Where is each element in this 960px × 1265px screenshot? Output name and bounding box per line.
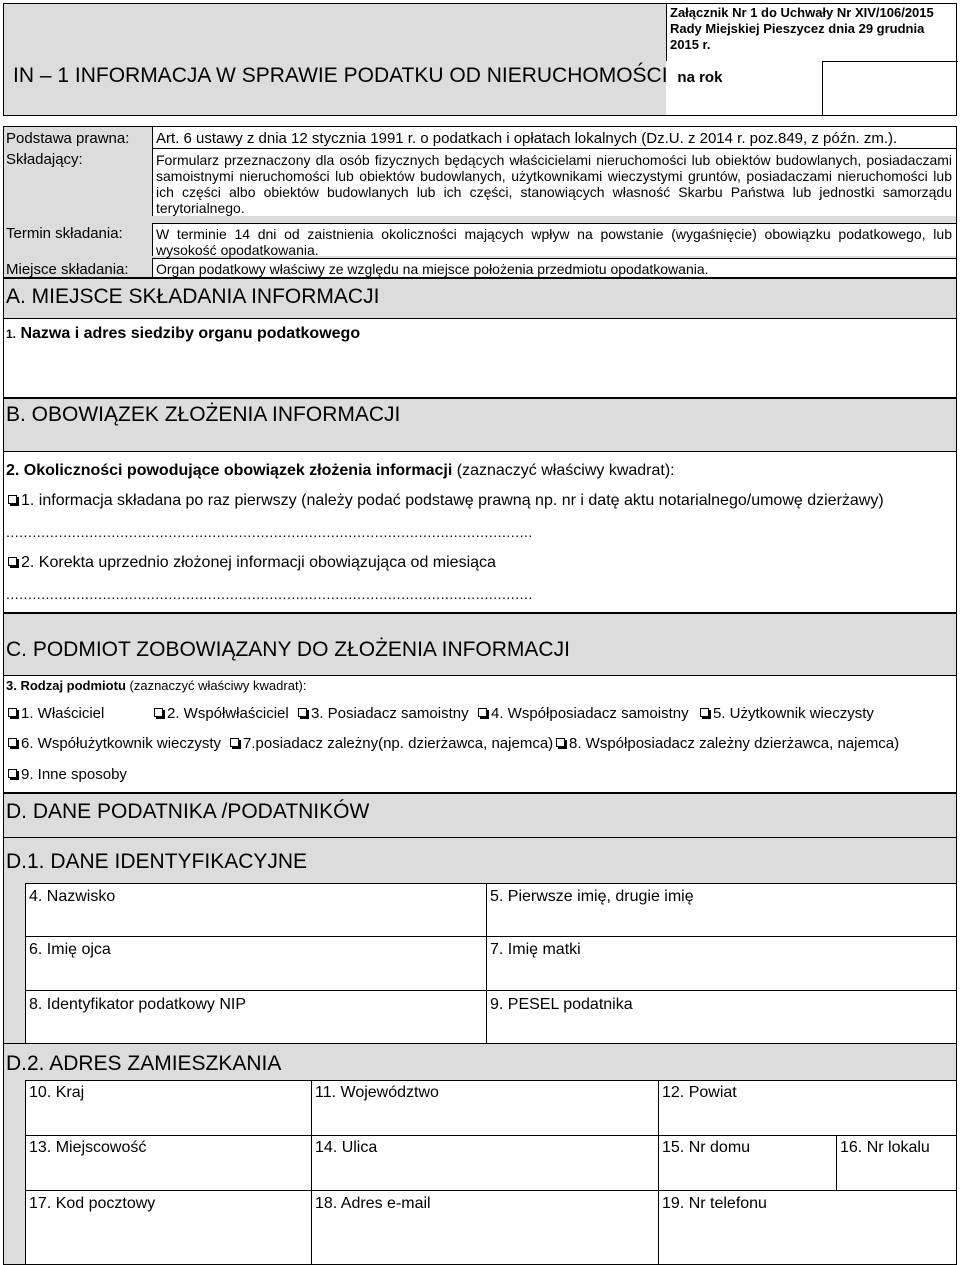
- d1-col-divider: [486, 883, 487, 1043]
- checkbox-icon[interactable]: [154, 708, 163, 717]
- filer-label: Składający:: [6, 151, 83, 168]
- opt-dependent-holder[interactable]: 7.posiadacz zależny(np. dzierżawca, najemca): [230, 735, 553, 752]
- dots-line-2: ........................................................................................................................: [6, 586, 533, 602]
- field-15-house-number[interactable]: 15. Nr domu: [662, 1139, 751, 1156]
- field-4-surname[interactable]: 4. Nazwisko: [29, 888, 116, 905]
- place-label: Miejsce składania:: [6, 261, 129, 278]
- checkbox-icon[interactable]: [230, 738, 239, 747]
- opt-independent-holder[interactable]: 3. Posiadacz samoistny: [298, 705, 469, 722]
- field-6-father-name[interactable]: 6. Imię ojca: [29, 941, 111, 958]
- field-18-email[interactable]: 18. Adres e-mail: [315, 1195, 431, 1212]
- field-12-county[interactable]: 12. Powiat: [662, 1084, 737, 1101]
- field-5-first-names[interactable]: 5. Pierwsze imię, drugie imię: [490, 888, 694, 905]
- section-a-title: A. MIEJSCE SKŁADANIA INFORMACJI: [6, 285, 380, 308]
- annex-line-3: 2015 r.: [670, 37, 711, 52]
- checkbox-icon[interactable]: [8, 769, 17, 778]
- opt-other[interactable]: 9. Inne sposoby: [8, 766, 127, 783]
- field-10-country[interactable]: 10. Kraj: [29, 1084, 85, 1101]
- checkbox-icon[interactable]: [8, 495, 17, 504]
- field-13-city[interactable]: 13. Miejscowość: [29, 1139, 147, 1156]
- deadline-label: Termin składania:: [6, 225, 123, 242]
- opt-co-dependent-holder[interactable]: 8. Współposiadacz zależny dzierżawca, najemca): [556, 735, 899, 752]
- field-11-voivodeship[interactable]: 11. Województwo: [315, 1084, 439, 1101]
- field-1-label: 1. Nazwa i adres siedziby organu podatkowego: [6, 325, 361, 342]
- section-d-divider: [4, 837, 956, 838]
- d2-col-divider-2: [658, 1080, 659, 1264]
- d2-row-divider-1: [25, 1135, 956, 1136]
- d2-col-divider-3: [836, 1135, 837, 1190]
- field-14-street[interactable]: 14. Ulica: [315, 1139, 378, 1156]
- question-2: 2. Okoliczności powodujące obowiązek złożenia informacji (zaznaczyć właściwy kwadrat):: [6, 462, 675, 479]
- basis-label: Podstawa prawna:: [6, 130, 130, 147]
- opt-co-independent-holder[interactable]: 4. Współposiadacz samoistny: [478, 705, 689, 722]
- header-title-area: [4, 4, 666, 115]
- year-box-left: [822, 61, 823, 116]
- annex-line-2: Rady Miejskiej Pieszycez dnia 29 grudnia: [670, 21, 925, 36]
- question-3: 3. Rodzaj podmiotu (zaznaczyć właściwy kwadrat):: [6, 678, 307, 693]
- field-16-apartment-number[interactable]: 16. Nr lokalu: [840, 1139, 930, 1156]
- checkbox-icon[interactable]: [8, 557, 17, 566]
- field-8-nip[interactable]: 8. Identyfikator podatkowy NIP: [29, 996, 246, 1013]
- checkbox-icon[interactable]: [8, 708, 17, 717]
- place-text: Organ podatkowy właściwy ze względu na miejsce położenia przedmiotu opodatkowania.: [156, 261, 709, 277]
- opt-coowner[interactable]: 2. Współwłaściciel: [154, 705, 289, 722]
- filer-text: Formularz przeznaczony dla osób fizycznych będących właścicielami nieruchomości lub obiektów budowlanych, posiadaczami samoistnymi nieruchomości lub obiektów budowlanych, użytkownikami wieczystymi gruntów, posiadaczami nieruchomości lub ich części albo obiektów budowlanych lub ich części, stanowiących własność Skarbu Państwa lub jednostki samorządu terytorialnego.: [156, 152, 952, 216]
- form-title: IN – 1 INFORMACJA W SPRAWIE PODATKU OD NIERUCHOMOŚCI na rok: [13, 64, 723, 87]
- d2-col-divider-1: [311, 1080, 312, 1264]
- checkbox-icon[interactable]: [298, 708, 307, 717]
- option-first-filing[interactable]: 1. informacja składana po raz pierwszy (należy podać podstawę prawną np. nr i datę aktu notarialnego/umowę dzierżawy): [8, 492, 884, 510]
- dots-line-1: ........................................................................................................................: [6, 524, 533, 540]
- checkbox-icon[interactable]: [556, 738, 565, 747]
- d1-row-divider-2: [25, 990, 956, 991]
- d1-grid: [25, 883, 956, 1043]
- section-b-title: B. OBOWIĄZEK ZŁOŻENIA INFORMACJI: [6, 403, 401, 426]
- checkbox-icon[interactable]: [8, 738, 17, 747]
- section-d1-title: D.1. DANE IDENTYFIKACYJNE: [6, 850, 308, 873]
- d1-row-divider-1: [25, 936, 956, 937]
- d2-grid: [25, 1080, 956, 1264]
- option-correction[interactable]: 2. Korekta uprzednio złożonej informacji obowiązująca od miesiąca: [8, 554, 496, 572]
- d2-row-divider-2: [25, 1190, 956, 1191]
- basis-text: Art. 6 ustawy z dnia 12 stycznia 1991 r. o podatkach i opłatach lokalnych (Dz.U. z 2014 r. poz.849, z późn. zm.).: [156, 130, 898, 147]
- checkbox-icon[interactable]: [478, 708, 487, 717]
- year-box-divider: [822, 61, 958, 62]
- field-19-phone[interactable]: 19. Nr telefonu: [662, 1195, 767, 1212]
- annex-line-1: Załącznik Nr 1 do Uchwały Nr XIV/106/2015: [670, 5, 934, 20]
- field-7-mother-name[interactable]: 7. Imię matki: [490, 941, 581, 958]
- checkbox-icon[interactable]: [700, 708, 709, 717]
- opt-co-perpetual-user[interactable]: 6. Współużytkownik wieczysty: [8, 735, 221, 752]
- header-divider: [666, 3, 667, 61]
- deadline-text: W terminie 14 dni od zaistnienia okoliczności mających wpływ na powstanie (wygaśnięcie) obowiązku podatkowego, lub wysokość opodatkowania.: [156, 226, 952, 258]
- opt-perpetual-user[interactable]: 5. Użytkownik wieczysty: [700, 705, 874, 722]
- field-17-postal-code[interactable]: 17. Kod pocztowy: [29, 1195, 156, 1212]
- opt-owner[interactable]: 1. Właściciel: [8, 705, 104, 722]
- field-9-pesel[interactable]: 9. PESEL podatnika: [490, 996, 633, 1013]
- section-c-title: C. PODMIOT ZOBOWIĄZANY DO ZŁOŻENIA INFORMACJI: [6, 638, 570, 661]
- section-d-title: D. DANE PODATNIKA /PODATNIKÓW: [6, 800, 370, 823]
- d1-row-divider-3: [4, 1043, 956, 1044]
- section-d2-title: D.2. ADRES ZAMIESZKANIA: [6, 1052, 282, 1075]
